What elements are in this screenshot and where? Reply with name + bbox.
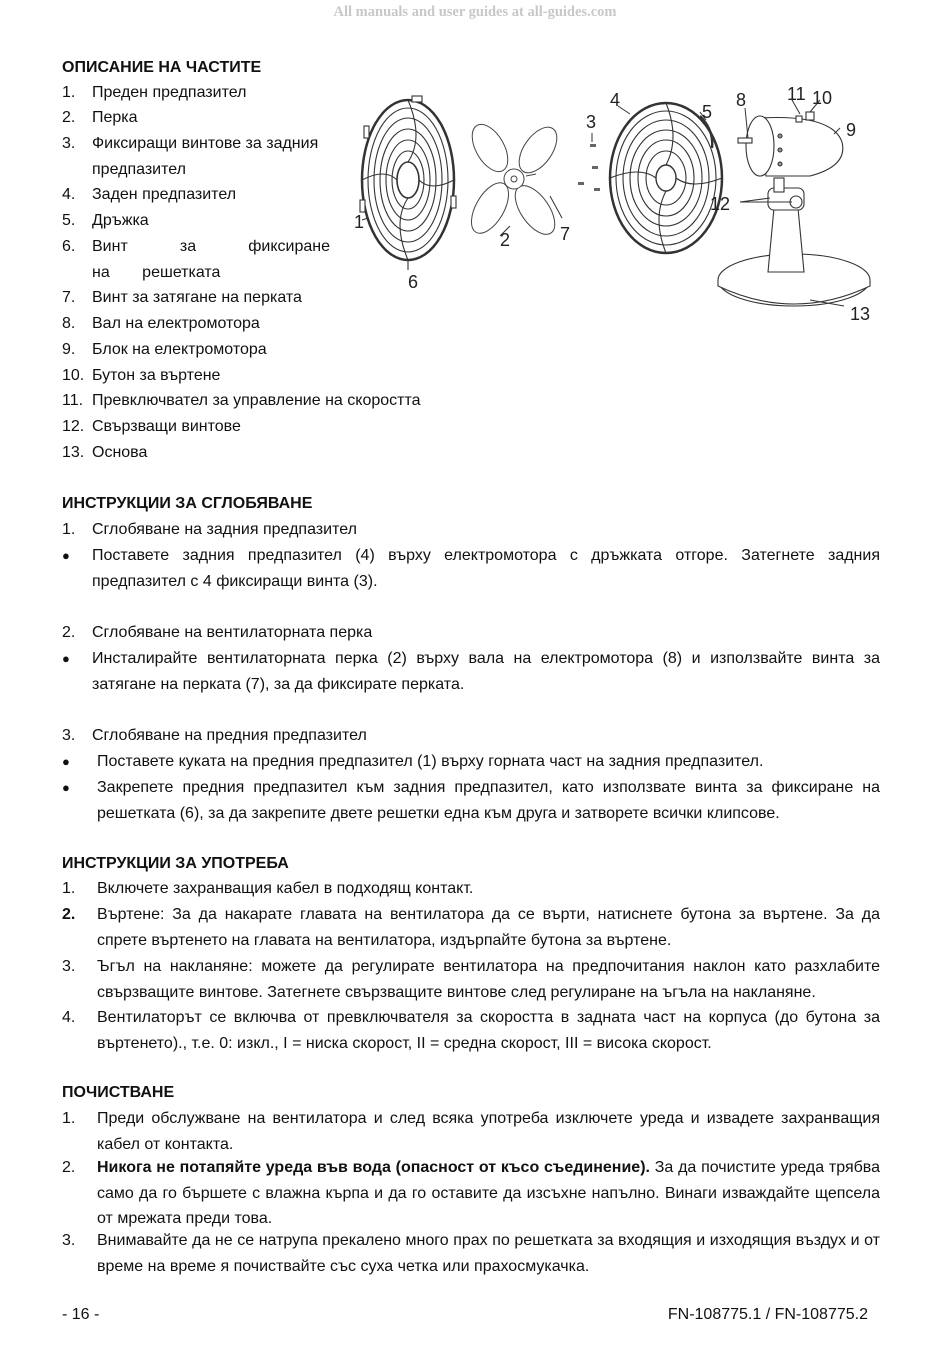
step-title [62, 517, 880, 543]
label-7: 7 [560, 224, 571, 244]
bullet-item [62, 749, 880, 775]
list-item [62, 414, 332, 440]
item-number: 6. [62, 238, 76, 255]
step-title-text: Сглобяване на задния предпазител [92, 521, 357, 538]
label-6: 6 [408, 272, 419, 292]
item-text: Превключвател за управление на скоростта [92, 392, 421, 409]
bullet-icon: ● [62, 548, 70, 563]
cleaning-heading: ПОЧИСТВАНЕ [62, 1084, 175, 1101]
label-8: 8 [736, 90, 747, 110]
item-number: 12. [62, 418, 85, 435]
item-number: 11. [62, 392, 84, 409]
bullet-item [62, 543, 880, 595]
list-item [62, 337, 332, 363]
item-number: 4. [62, 1009, 76, 1026]
item-number: 4. [62, 186, 76, 203]
item-text: Вал на електромотора [92, 315, 260, 332]
rear-screws-drawing [578, 144, 600, 191]
item-number: 9. [62, 341, 76, 358]
bullet-text: Инсталирайте вентилаторната перка (2) върху вала на електромотора (8) и използвайте винта за затягане на перката (7), за да фиксирате перката. [92, 650, 880, 693]
list-item [62, 285, 332, 311]
warning-text: Никога не потапяйте уреда във вода (опасност от късо съединение). [97, 1159, 650, 1176]
step-title-text: Сглобяване на вентилаторната перка [92, 624, 373, 641]
front-guard-drawing [360, 96, 456, 270]
list-item [62, 311, 332, 337]
item-text: Заден предпазител [92, 186, 237, 203]
item-text: Преден предпазител [92, 84, 247, 101]
item-text: Дръжка [92, 212, 149, 229]
list-item [62, 208, 332, 234]
item-number: 2. [62, 109, 76, 126]
rear-guard-drawing [610, 103, 722, 253]
bullet-text: Закрепете предния предпазител към задния предпазител, като използвате винта за фиксиране на решетката (6), за да закрепите двете решетки една към друга и затворете всички клипсове. [97, 779, 880, 822]
list-item [62, 182, 332, 208]
model-number: FN-108775.1 / FN-108775.2 [667, 1306, 868, 1323]
list-item [62, 1005, 880, 1057]
label-12: 12 [710, 194, 731, 214]
item-number: 3. [62, 1232, 76, 1249]
item-number: 2. [62, 906, 76, 923]
item-text: Бутон за въртене [92, 367, 221, 384]
label-3: 3 [586, 112, 597, 132]
bullet-icon: ● [62, 651, 70, 666]
list-item [62, 1106, 880, 1158]
step-number: 3. [62, 727, 76, 744]
list-item [62, 80, 332, 106]
item-text: Свързващи винтове [92, 418, 241, 435]
bullet-item [62, 775, 880, 827]
bullet-icon: ● [62, 754, 70, 769]
fan-parts-diagram [340, 78, 900, 338]
label-2: 2 [500, 230, 511, 250]
item-text: Перка [92, 109, 138, 126]
label-11: 11 [787, 84, 806, 104]
item-number: 2. [62, 1159, 76, 1176]
item-number: 1. [62, 1110, 76, 1127]
list-item [62, 440, 332, 466]
list-item [62, 234, 332, 286]
label-4: 4 [610, 90, 621, 110]
item-text: Вентилаторът се включва от превключвателя за скоростта в задната част на корпуса (до бутона за въртенето)., т.е. 0: изкл., I = ниска скорост, II = средна скорост, III = висока скорост. [97, 1009, 880, 1052]
item-number: 8. [62, 315, 76, 332]
bullet-icon: ● [62, 780, 70, 795]
item-number: 10. [62, 367, 85, 384]
item-number: 5. [62, 212, 76, 229]
step-number: 1. [62, 521, 76, 538]
list-item [62, 105, 332, 131]
list-item [62, 388, 462, 414]
item-text: Фиксиращи винтове за задния предпазител [92, 135, 319, 178]
bullet-text: Поставете куката на предния предпазител (1) върху горната част на задния предпазител. [97, 753, 764, 770]
list-item [62, 1155, 880, 1233]
list-item [62, 1228, 880, 1280]
label-10: 10 [812, 88, 833, 108]
list-item [62, 131, 332, 183]
item-text: Винт за фиксиране на решетката [92, 238, 330, 281]
item-text: Преди обслужване на вентилатора и след всяка употреба изключете уреда и извадете захранващия кабел от контакта. [97, 1110, 880, 1153]
step-title [62, 723, 880, 749]
step-title [62, 620, 880, 646]
list-item [62, 954, 880, 1006]
motor-stand-drawing [718, 112, 870, 306]
item-text: Винт за затягане на перката [92, 289, 302, 306]
list-item [62, 902, 880, 954]
bullet-text: Поставете задния предпазител (4) върху електромотора с дръжката отгоре. Затегнете задния предпазител с 4 фиксиращи винта (3). [92, 547, 880, 590]
list-item [62, 876, 880, 902]
parts-heading: ОПИСАНИЕ НА ЧАСТИТЕ [62, 59, 262, 76]
watermark: All manuals and user guides at all-guides.com [333, 4, 617, 20]
label-5: 5 [702, 102, 713, 122]
item-number: 3. [62, 958, 76, 975]
assembly-heading: ИНСТРУКЦИИ ЗА СГЛОБЯВАНЕ [62, 495, 313, 512]
item-text: Включете захранващия кабел в подходящ контакт. [97, 880, 474, 897]
bullet-item [62, 646, 880, 698]
fan-blade-drawing [464, 118, 565, 240]
item-number: 1. [62, 880, 76, 897]
list-item [62, 363, 332, 389]
item-text [97, 1155, 880, 1232]
item-text-rest: За да почистите уреда трябва само да го бършете с влажна кърпа и да го оставите да изсъхне напълно. Винаги изваждайте щепсела от мрежата преди това. [97, 1159, 880, 1227]
item-number: 13. [62, 444, 85, 461]
item-number: 1. [62, 84, 76, 101]
step-number: 2. [62, 624, 76, 641]
label-13: 13 [850, 304, 871, 324]
item-text: Ъгъл на накланяне: можете да регулирате вентилатора на предпочитания наклон като разхлабите свързващите винтове. Затегнете свързващите винтове след регулиране на ъгъла на накланяне. [97, 958, 880, 1001]
step-title-text: Сглобяване на предния предпазител [92, 727, 367, 744]
item-number: 3. [62, 135, 76, 152]
item-number: 7. [62, 289, 76, 306]
item-text: Внимавайте да не се натрупа прекалено много прах по решетката за входящия и изходящия въздух и от време на време я почиствайте със суха четка или прахосмукачка. [97, 1232, 880, 1275]
label-9: 9 [846, 120, 857, 140]
label-1: 1 [354, 212, 365, 232]
item-text: Основа [92, 444, 148, 461]
usage-heading: ИНСТРУКЦИИ ЗА УПОТРЕБА [62, 855, 289, 872]
item-text: Въртене: За да накарате главата на вентилатора да се върти, натиснете бутона за въртене. За да спрете въртенето на главата на вентилатора, издърпайте бутона за въртене. [97, 906, 880, 949]
page-number: - 16 - [62, 1306, 100, 1323]
item-text: Блок на електромотора [92, 341, 267, 358]
